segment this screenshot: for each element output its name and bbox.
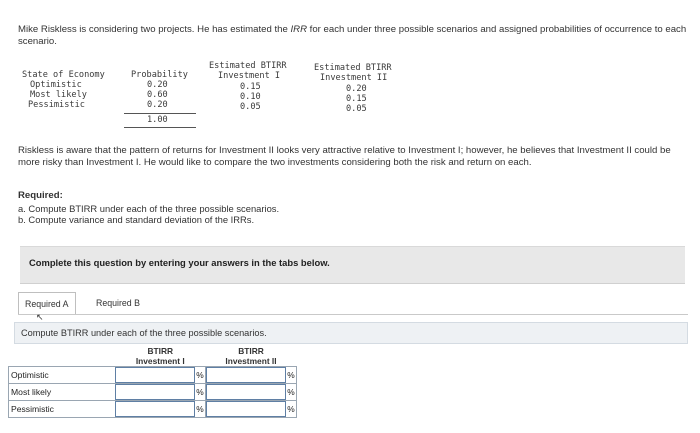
col-inv2-header-line2: Investment II [320, 73, 388, 83]
answer-label-pessimistic: Pessimistic [9, 401, 116, 418]
input-pessimistic-inv1[interactable] [115, 401, 195, 417]
intro-text [18, 24, 690, 48]
inv1-optimistic: 0.15 [240, 82, 261, 92]
col-inv1-header-line1: Estimated BTIRR [209, 61, 287, 71]
input-optimistic-inv2[interactable] [206, 367, 286, 383]
inv1-pessimistic: 0.05 [240, 102, 261, 112]
percent-pessimistic-inv2: % [286, 401, 297, 418]
intro-irr: IRR [290, 24, 307, 35]
intro-after: for each under three possible scenarios and assigned probabilities of occurrence to each scenario. [18, 24, 687, 47]
mouse-cursor-icon: ↖ [36, 312, 44, 322]
answer-row-pessimistic [9, 401, 297, 418]
required-heading: Required: [18, 190, 63, 201]
answer-label-most-likely: Most likely [9, 384, 116, 401]
banner-text: Complete this question by entering your answers in the tabs below. [29, 257, 330, 268]
answer-row-optimistic [9, 367, 297, 384]
state-optimistic: Optimistic [30, 80, 82, 90]
prob-optimistic: 0.20 [147, 80, 168, 90]
state-most-likely: Most likely [30, 90, 87, 100]
percent-optimistic-inv1: % [195, 367, 206, 384]
intro-before: Mike Riskless is considering two projects. He has estimated the [18, 24, 291, 35]
description-paragraph: Riskless is aware that the pattern of returns for Investment II looks very attractive relative to Investment I; however, he believes that Investment II could be more risky than Investment I. He would like to compare the two investments considering both the risk and return on each. [18, 145, 671, 168]
instruction-banner [20, 246, 685, 284]
answer-label-optimistic: Optimistic [9, 367, 116, 384]
answer-table [8, 346, 297, 418]
tab-required-a[interactable]: Required A [18, 292, 76, 315]
percent-most-likely-inv2: % [286, 384, 297, 401]
state-pessimistic: Pessimistic [28, 100, 85, 110]
prob-total: 1.00 [147, 115, 168, 125]
answer-col-inv2-line1: BTIRR [238, 346, 264, 356]
inv2-pessimistic: 0.05 [346, 104, 367, 114]
instruction-text: Compute BTIRR under each of the three possible scenarios. [21, 328, 267, 338]
col-inv1-header-line2: Investment I [218, 71, 281, 81]
inv2-optimistic: 0.20 [346, 84, 367, 94]
answer-col-inv2-header [206, 346, 297, 367]
col-prob-header: Probability [131, 70, 188, 80]
answer-col-inv1-line1: BTIRR [147, 346, 174, 356]
prob-total-rule [124, 113, 196, 114]
required-b: b. Compute variance and standard deviation of the IRRs. [18, 214, 255, 225]
percent-optimistic-inv2: % [286, 367, 297, 384]
input-most-likely-inv2[interactable] [206, 384, 286, 400]
col-inv2-header-line1: Estimated BTIRR [314, 63, 392, 73]
percent-pessimistic-inv1: % [195, 401, 206, 418]
percent-most-likely-inv1: % [195, 384, 206, 401]
answer-header-blank [9, 346, 116, 367]
required-a: a. Compute BTIRR under each of the three possible scenarios. [18, 203, 280, 214]
input-optimistic-inv1[interactable] [115, 367, 195, 383]
tab-required-b[interactable]: Required B [96, 298, 141, 308]
inv1-most-likely: 0.10 [240, 92, 261, 102]
prob-pessimistic: 0.20 [147, 100, 168, 110]
answer-col-inv2-line2: Investment II [225, 356, 277, 366]
input-most-likely-inv1[interactable] [115, 384, 195, 400]
prob-total-underline [124, 127, 196, 128]
question-instruction-bar [14, 322, 688, 344]
col-state-header: State of Economy [22, 70, 105, 80]
answer-col-inv1-line2: Investment I [135, 356, 185, 366]
prob-most-likely: 0.60 [147, 90, 168, 100]
inv2-most-likely: 0.15 [346, 94, 367, 104]
answer-col-inv1-header [115, 346, 206, 367]
answer-row-most-likely [9, 384, 297, 401]
input-pessimistic-inv2[interactable] [206, 401, 286, 417]
tab-divider [18, 314, 688, 315]
